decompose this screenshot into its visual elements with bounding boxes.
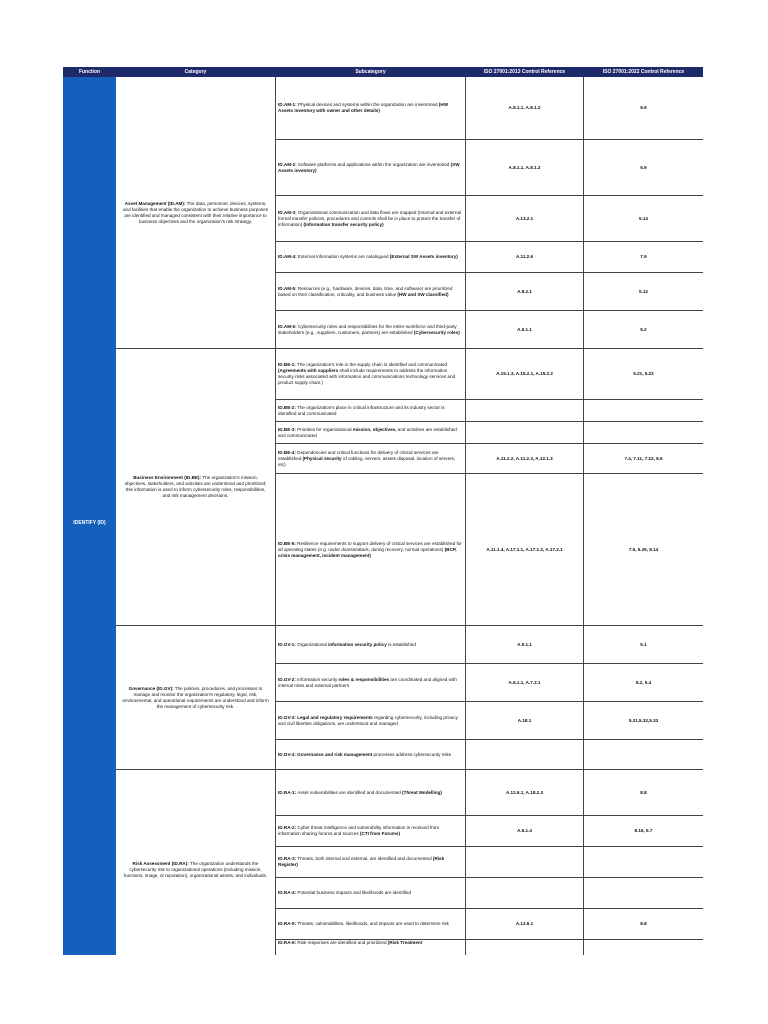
iso2022-ref bbox=[584, 878, 704, 909]
subcategory-id-ra-6: ID.RA-6: Risk responses are identified and prioritized (Risk Treatment bbox=[276, 940, 466, 956]
iso2013-ref: A.15.1.3, A.15.2.1, A.15.2.2 bbox=[466, 349, 584, 400]
subcategory-id-ra-2: ID.RA-2: Cyber threat intelligence and vulnerability information is received from information sharing forums and sources (CTI from Forums) bbox=[276, 816, 466, 847]
iso2022-ref: 5.21, 5.22 bbox=[584, 349, 704, 400]
iso2022-ref: 8.8 bbox=[584, 770, 704, 816]
iso2013-ref: A.11.2.2, A.11.2.3, A.12.1.3 bbox=[466, 444, 584, 474]
subcategory-id-am-1: ID.AM-1: Physical devices and systems within the organization are inventoried (HW Assets inventory with owner and other details) bbox=[276, 77, 466, 140]
iso2022-ref bbox=[584, 422, 704, 444]
iso2022-ref: 7.4, 7.11, 7.12, 8.6 bbox=[584, 444, 704, 474]
header-iso2022: ISO 27001:2022 Control Reference bbox=[584, 68, 704, 77]
table-row bbox=[64, 77, 704, 140]
iso2013-ref: A.8.1.1, A.8.1.2 bbox=[466, 77, 584, 140]
iso2022-ref bbox=[584, 940, 704, 956]
iso2022-ref: 5.1 bbox=[584, 626, 704, 664]
category-business-environment: Business Environment (ID.BE): The organization's mission, objectives, stakeholders, and activities are understood and prioritized; this information is used to inform cybersecurity roles, responsibilities, and risk management decisions. bbox=[116, 349, 276, 626]
iso2013-ref: A.6.1.1, A.7.2.1 bbox=[466, 664, 584, 702]
subcategory-id-gv-4: ID.GV-4: Governance and risk management processes address cybersecurity risks bbox=[276, 740, 466, 770]
table-row bbox=[64, 770, 704, 816]
subcategory-id-am-6: ID.AM-6: Cybersecurity roles and responsibilities for the entire workforce and third-party stakeholders (e.g., suppliers, customers, partners) are established (Cybersecurity roles) bbox=[276, 311, 466, 349]
iso2022-ref: 5.2, 5.4 bbox=[584, 664, 704, 702]
iso2013-ref: A.12.6.1, A.18.2.3 bbox=[466, 770, 584, 816]
subcategory-id-gv-3: ID.GV-3: Legal and regulatory requirements regarding cybersecurity, including privacy and civil liberties obligations, are understood and managed bbox=[276, 702, 466, 740]
iso2022-ref: 7.9 bbox=[584, 242, 704, 273]
table-row bbox=[64, 626, 704, 664]
header-iso2013: ISO 27001:2013 Control Reference bbox=[466, 68, 584, 77]
control-mapping-table bbox=[63, 67, 703, 955]
header-subcategory: Subcategory bbox=[276, 68, 466, 77]
subcategory-id-am-5: ID.AM-5: Resources (e.g., hardware, devices, data, time, and software) are prioritized based on their classification, criticality, and business value (HW and SW classified) bbox=[276, 273, 466, 311]
subcategory-id-ra-1: ID.RA-1: Asset vulnerabilities are identified and documented (Threat Modelling) bbox=[276, 770, 466, 816]
iso2013-ref: A.5.1.1 bbox=[466, 626, 584, 664]
subcategory-id-am-4: ID.AM-4: External information systems are catalogued (External SW Assets inventory) bbox=[276, 242, 466, 273]
iso2013-ref bbox=[466, 940, 584, 956]
iso2022-ref bbox=[584, 740, 704, 770]
iso2013-ref: A.13.2.1 bbox=[466, 196, 584, 242]
subcategory-id-ra-5: ID.RA-5: Threats, vulnerabilities, likelihoods, and impacts are used to determine risk bbox=[276, 909, 466, 940]
subcategory-id-gv-2: ID.GV-2: Information security roles & responsibilities are coordinated and aligned with internal roles and external partners bbox=[276, 664, 466, 702]
iso2022-ref: 7.5, 5.29, 8.14 bbox=[584, 474, 704, 626]
iso2013-ref: A.8.2.1 bbox=[466, 273, 584, 311]
iso2013-ref: A.11.2.6 bbox=[466, 242, 584, 273]
iso2022-ref: 5.9 bbox=[584, 140, 704, 196]
subcategory-id-gv-1: ID.GV-1: Organizational information security policy is established bbox=[276, 626, 466, 664]
subcategory-id-ra-3: ID.RA-3: Threats, both internal and external, are identified and documented (Risk Register) bbox=[276, 847, 466, 878]
iso2013-ref: A.8.1.1, A.8.1.2 bbox=[466, 140, 584, 196]
iso2013-ref: A.6.1.4 bbox=[466, 816, 584, 847]
subcategory-id-am-2: ID.AM-2: Software platforms and applications within the organization are inventoried (SW Assets inventory) bbox=[276, 140, 466, 196]
header-function: Function bbox=[64, 68, 116, 77]
iso2022-ref: 5.31,5.32,5.33 bbox=[584, 702, 704, 740]
iso2013-ref bbox=[466, 740, 584, 770]
category-risk-assessment: Risk Assessment (ID.RA): The organization understands the cybersecurity risk to organizational operations (including mission, functions, image, or reputation), organizational assets, and individuals. bbox=[116, 770, 276, 956]
iso2013-ref: A.12.6.1 bbox=[466, 909, 584, 940]
iso2022-ref: 5.14 bbox=[584, 196, 704, 242]
iso2022-ref: 5.9 bbox=[584, 77, 704, 140]
subcategory-id-ra-4: ID.RA-4: Potential business impacts and likelihoods are identified bbox=[276, 878, 466, 909]
category-governance: Governance (ID.GV): The policies, procedures, and processes to manage and monitor the organization's regulatory, legal, risk, environmental, and operational requirements are understood and inform the management of cybersecurity risk. bbox=[116, 626, 276, 770]
iso2013-ref: A.6.1.1 bbox=[466, 311, 584, 349]
iso2013-ref bbox=[466, 847, 584, 878]
iso2013-ref bbox=[466, 878, 584, 909]
iso2013-ref bbox=[466, 422, 584, 444]
table-row bbox=[64, 349, 704, 400]
iso2022-ref: 5.12 bbox=[584, 273, 704, 311]
iso2022-ref: 8.8 bbox=[584, 909, 704, 940]
control-mapping-page bbox=[63, 67, 703, 955]
function-cell: IDENTIFY (ID) bbox=[64, 77, 116, 956]
iso2013-ref bbox=[466, 400, 584, 422]
subcategory-id-be-3: ID.BE-3: Priorities for organizational mission, objectives, and activities are established and communicated bbox=[276, 422, 466, 444]
subcategory-id-be-5: ID.BE-5: Resilience requirements to support delivery of critical services are established for all operating states (e.g. under duress/attack, during recovery, normal operations) (BCP, crisis management, incident management) bbox=[276, 474, 466, 626]
header-row bbox=[64, 68, 704, 77]
subcategory-id-am-3: ID.AM-3: Organizational communication and data flows are mapped (Internal and external formal transfer policies, procedures and controls shall be in place to protect the transfer of information) (Information transfer security policy) bbox=[276, 196, 466, 242]
iso2013-ref: A.18.1 bbox=[466, 702, 584, 740]
subcategory-id-be-2: ID.BE-2: The organization's place in critical infrastructure and its industry sector is identified and communicated bbox=[276, 400, 466, 422]
iso2022-ref bbox=[584, 400, 704, 422]
subcategory-id-be-4: ID.BE-4: Dependencies and critical functions for delivery of critical services are established (Physical security of cabling, servers, assets disposal, location of servers, etc) bbox=[276, 444, 466, 474]
category-asset-management: Asset Management (ID.AM): The data, personnel, devices, systems, and facilities that enable the organization to achieve business purposes are identified and managed consistent with their relative importance to business objectives and the organization's risk strategy. bbox=[116, 77, 276, 349]
iso2022-ref bbox=[584, 847, 704, 878]
subcategory-id-be-1: ID.BE-1: The organization's role in the supply chain is identified and communicated (Agreements with suppliers shall include requirements to address the information security risks associated with information and communications technology services and product supply chain.) bbox=[276, 349, 466, 400]
header-category: Category bbox=[116, 68, 276, 77]
iso2013-ref: A.11.1.4, A.17.1.1, A.17.1.2, A.17.2.1 bbox=[466, 474, 584, 626]
iso2022-ref: 5.2 bbox=[584, 311, 704, 349]
iso2022-ref: 8.16, 5.7 bbox=[584, 816, 704, 847]
